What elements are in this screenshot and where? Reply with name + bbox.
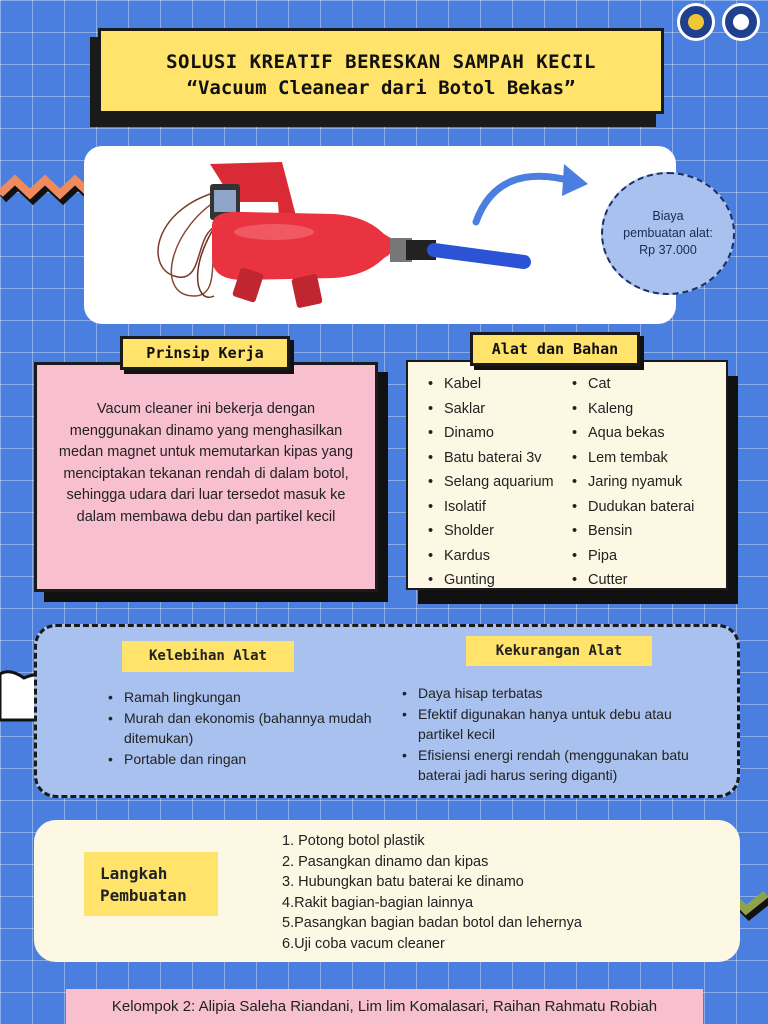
cost-label-line-1: Biaya	[652, 209, 684, 223]
title-banner	[98, 28, 664, 114]
list-item: • Kabel	[428, 372, 554, 397]
list-item: • Batu baterai 3v	[428, 446, 554, 471]
list-item: • Bensin	[572, 519, 694, 544]
kekurangan-heading: Kekurangan Alat	[466, 636, 652, 666]
list-item: • Pipa	[572, 544, 694, 569]
alat-bahan-panel	[406, 360, 728, 590]
title-line-1: SOLUSI KREATIF BERESKAN SAMPAH KECIL	[166, 51, 596, 73]
list-item: • Aqua bekas	[572, 421, 694, 446]
list-item: • Kardus	[428, 544, 554, 569]
prinsip-kerja-panel	[34, 362, 378, 592]
list-item: • Portable dan ringan	[106, 749, 376, 770]
kelebihan-heading: Kelebihan Alat	[122, 641, 294, 672]
list-item: • Murah dan ekonomis (bahannya mudah ditemukan)	[106, 708, 376, 749]
list-item: • Saklar	[428, 397, 554, 422]
langkah-steps-list	[282, 831, 582, 954]
prinsip-kerja-heading: Prinsip Kerja	[120, 336, 290, 370]
list-item: • Isolatif	[428, 495, 554, 520]
list-item: • Lem tembak	[572, 446, 694, 471]
list-item: • Efektif digunakan hanya untuk debu atau partikel kecil	[400, 704, 716, 745]
alat-bahan-list-2	[572, 372, 694, 593]
prinsip-kerja-text: Vacum cleaner ini bekerja dengan menggunakan dinamo yang menghasilkan medan magnet untuk memutarkan kipas yang menciptakan tekanan rendah di dalam botol, sehingga udara dari luar tersedot masuk ke dalam membawa debu dan partikel kecil	[58, 401, 354, 525]
cost-label-line-2: pembuatan alat:	[623, 226, 713, 240]
cost-value: Rp 37.000	[639, 243, 697, 257]
list-item: • Ramah lingkungan	[106, 687, 376, 708]
list-item: • Kaleng	[572, 397, 694, 422]
langkah-pembuatan-heading	[84, 852, 218, 916]
title-line-2: “Vacuum Cleanear dari Botol Bekas”	[186, 77, 576, 99]
step-item: 6.Uji coba vacum cleaner	[282, 935, 445, 952]
group-members-footer: Kelompok 2: Alipia Saleha Riandani, Lim lim Komalasari, Raihan Rahmatu Robiah	[66, 989, 703, 1024]
university-logo-icon	[677, 3, 715, 41]
list-item: • Dudukan baterai	[572, 495, 694, 520]
list-item: • Cat	[572, 372, 694, 397]
kekurangan-list	[400, 683, 716, 786]
curved-arrow-icon	[468, 158, 596, 230]
step-item: 1. Potong botol plastik	[282, 833, 425, 849]
list-item: • Gunting	[428, 568, 554, 593]
step-item: 3. Hubungkan batu baterai ke dinamo	[282, 874, 524, 890]
kelebihan-list	[106, 687, 376, 769]
step-item: 5.Pasangkan bagian badan botol dan lehernya	[282, 915, 582, 931]
list-item: • Cutter	[572, 568, 694, 593]
step-item: 4.Rakit bagian-bagian lainnya	[282, 894, 474, 911]
list-item: • Dinamo	[428, 421, 554, 446]
langkah-heading-line-2: Pembuatan	[100, 886, 187, 905]
list-item: • Jaring nyamuk	[572, 470, 694, 495]
list-item: • Daya hisap terbatas	[400, 683, 716, 704]
list-item: • Efisiensi energi rendah (menggunakan batu baterai jadi harus sering diganti)	[400, 745, 716, 786]
cost-badge	[601, 172, 735, 295]
list-item: • Sholder	[428, 519, 554, 544]
list-item: • Selang aquarium	[428, 470, 554, 495]
faculty-logo-icon	[722, 3, 760, 41]
langkah-heading-line-1: Langkah	[100, 864, 168, 883]
alat-bahan-heading: Alat dan Bahan	[470, 332, 640, 366]
step-item: 2. Pasangkan dinamo dan kipas	[282, 853, 489, 870]
alat-bahan-list-1	[428, 372, 554, 593]
